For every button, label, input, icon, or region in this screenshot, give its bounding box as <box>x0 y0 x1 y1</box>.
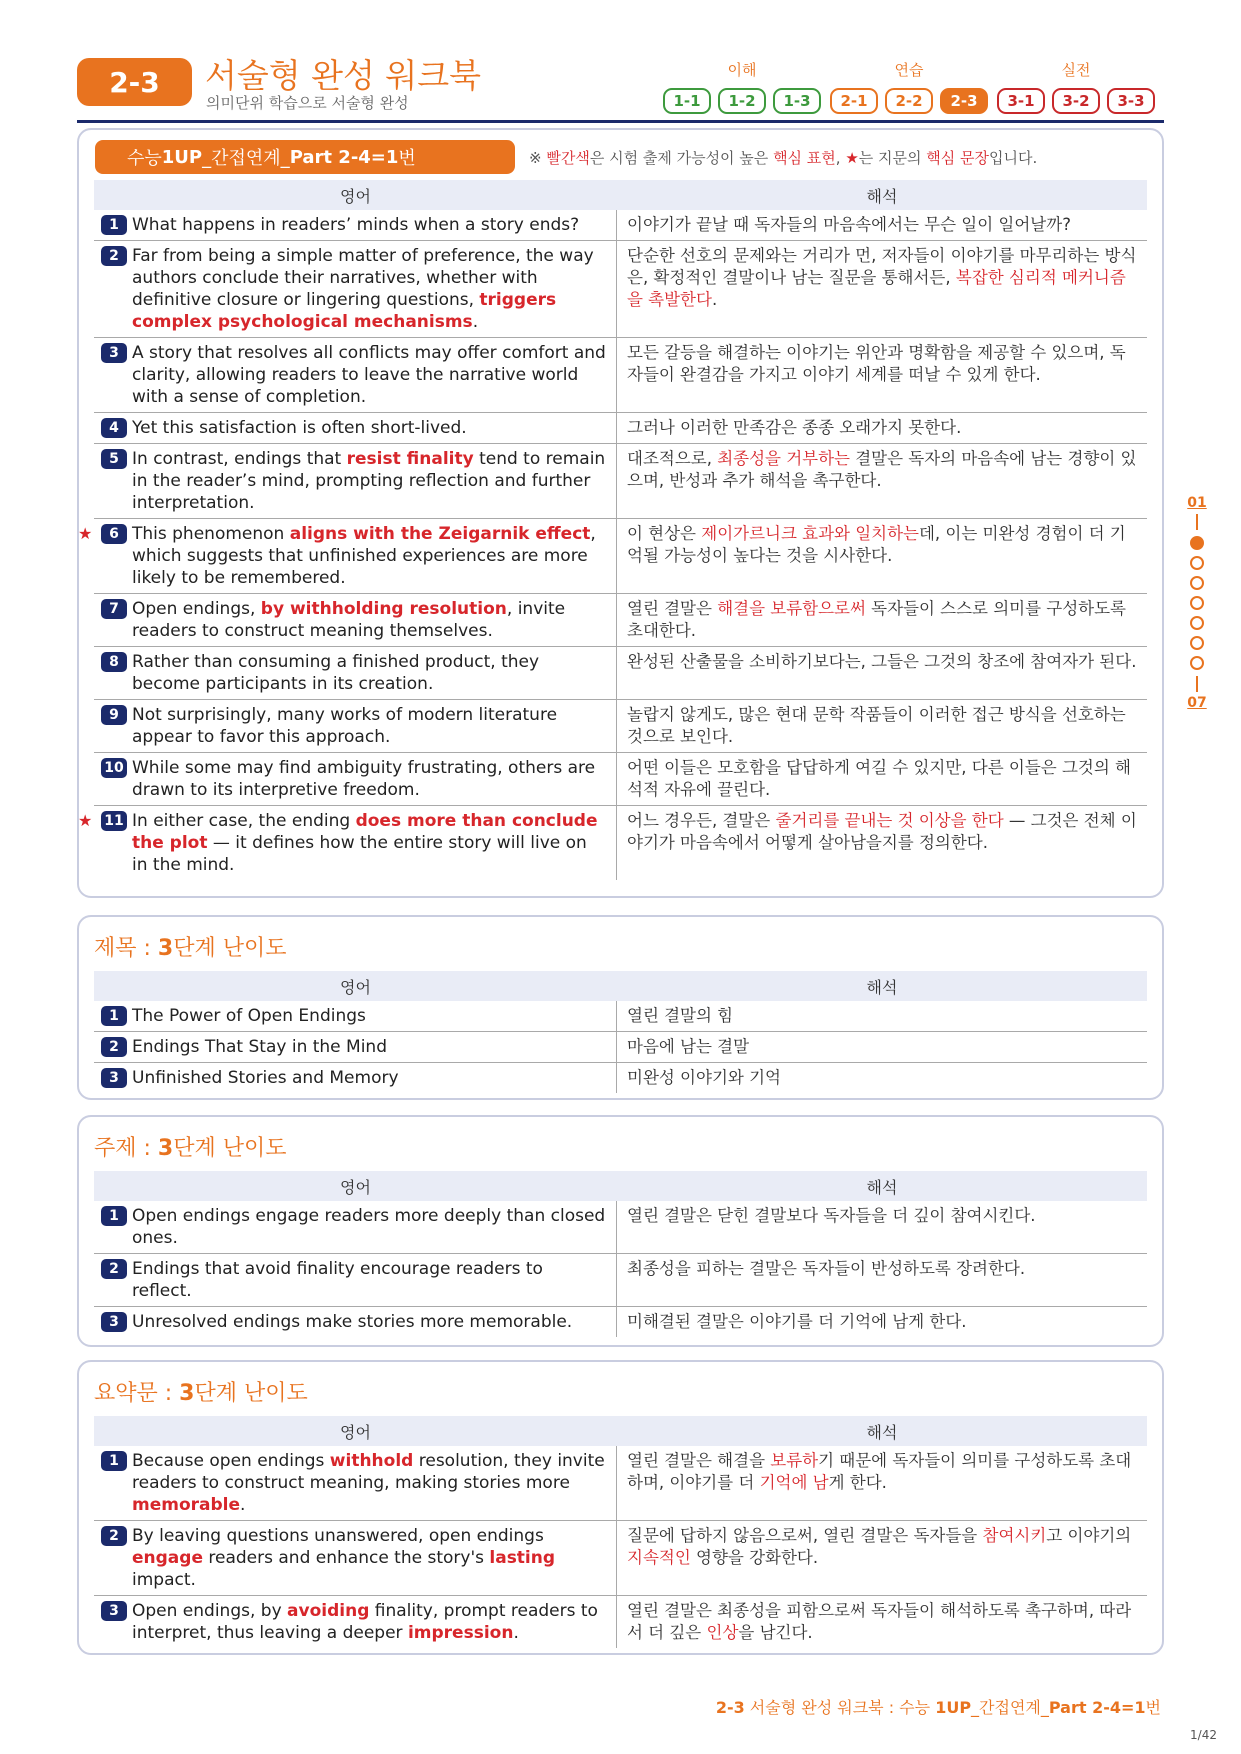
text-segment: 독자들이 스스로 의미를 구성하도록 초대한다. <box>627 599 1126 640</box>
highlight-text: 복잡한 심리적 메커니즘을 촉발한다 <box>627 268 1126 309</box>
sentence-number: 6 <box>101 524 127 544</box>
text-segment: Unresolved endings make stories more memorable. <box>132 1312 573 1332</box>
sentence-korean <box>617 753 1147 805</box>
summary-english <box>94 1521 617 1595</box>
text-segment: Open endings, <box>132 599 261 619</box>
star-icon: ★ <box>845 149 859 167</box>
sentence-english <box>78 519 617 593</box>
section-heading: 제목 : 3단계 난이도 <box>94 936 287 961</box>
text-segment: While some may find ambiguity frustrating, others are drawn to its interpretive freedom. <box>132 758 596 800</box>
side-index <box>1182 495 1212 711</box>
side-index-line <box>1196 676 1198 692</box>
text-segment: 어떤 이들은 모호함을 답답하게 여길 수 있지만, 다른 이들은 그것의 해석적 자유에 끌린다. <box>627 758 1131 799</box>
text-segment: resolution, they invite readers to construct meaning, making stories more <box>132 1451 605 1493</box>
text-segment: Rather than consuming a finished product, they become participants in its creation. <box>132 652 540 694</box>
highlight-text: 참여시키 <box>982 1526 1047 1545</box>
text-segment: 마음에 남는 결말 <box>627 1037 750 1056</box>
table-header <box>94 1171 1147 1201</box>
text-segment: In contrast, endings that <box>132 449 347 469</box>
text-segment: Unfinished Stories and Memory <box>132 1068 399 1088</box>
text-segment: tend to remain in the reader’s mind, prompting reflection and further interpretation. <box>132 449 606 513</box>
highlight-text: 기억에 남 <box>759 1473 829 1492</box>
row-number: 1 <box>101 1206 127 1226</box>
passage-table <box>78 180 1147 880</box>
section-badge: 2-3 <box>77 58 192 106</box>
row-number: 1 <box>101 1006 127 1026</box>
text-segment: . <box>472 312 479 332</box>
index-dot[interactable] <box>1190 596 1204 610</box>
highlight-text: engage <box>132 1548 203 1568</box>
stage-group-understand <box>663 59 821 114</box>
sentence-number: 1 <box>101 215 127 235</box>
index-dot[interactable] <box>1190 536 1204 550</box>
list-row <box>94 1254 1147 1307</box>
stage-button-2-2[interactable]: 2-2 <box>885 88 933 114</box>
text-segment: 놀랍지 않게도, 많은 현대 문학 작품들이 이러한 접근 방식을 선호하는 것으로 보인다. <box>627 705 1126 746</box>
sentence-row <box>94 753 1147 806</box>
text-segment: A story that resolves all conflicts may offer comfort and clarity, allowing readers to leave the narrative world with a sense of completion. <box>132 343 606 407</box>
sentence-korean <box>617 210 1147 240</box>
sentence-english <box>78 806 617 880</box>
sentence-number: 2 <box>101 246 127 266</box>
sentence-korean <box>617 241 1147 337</box>
sentence-row <box>78 806 1147 880</box>
sentence-english <box>94 241 617 337</box>
text-segment: What happens in readers’ minds when a story ends? <box>132 215 580 235</box>
table-header <box>94 1416 1147 1446</box>
sentence-row <box>78 519 1147 594</box>
page-subtitle: 의미단위 학습으로 서술형 완성 <box>206 94 409 112</box>
highlight-text: does more than conclude the plot <box>132 811 598 853</box>
row-korean <box>617 1307 1147 1337</box>
highlight-text: resist finality <box>346 449 474 469</box>
text-segment: . <box>711 290 718 309</box>
sentence-korean <box>617 519 1147 593</box>
text-segment: 열린 결말은 최종성을 피함으로써 독자들이 해석하도록 촉구하며, 따라서 더 깊은 <box>627 1601 1132 1642</box>
table-header <box>94 180 1147 210</box>
sentence-row <box>94 594 1147 647</box>
column-header-english: 영어 <box>340 1422 371 1442</box>
text-segment: This phenomenon <box>132 524 290 544</box>
row-english <box>94 1307 617 1337</box>
text-segment: 열린 결말은 해결을 <box>627 1451 771 1470</box>
stage-button-2-3[interactable]: 2-3 <box>940 88 988 114</box>
row-english <box>94 1032 617 1062</box>
text-segment: finality, prompt readers to interpret, thus leaving a deeper <box>132 1601 598 1643</box>
index-dot[interactable] <box>1190 636 1204 650</box>
text-segment: In either case, the ending <box>132 811 356 831</box>
text-segment: The Power of Open Endings <box>132 1006 366 1026</box>
text-segment: impact. <box>132 1570 196 1590</box>
text-segment: 열린 결말은 닫힌 결말보다 독자들을 더 깊이 참여시킨다. <box>627 1206 1036 1225</box>
column-header-korean: 해석 <box>866 1177 898 1197</box>
text-segment: 이 현상은 <box>627 524 702 543</box>
sentence-english <box>94 647 617 699</box>
main-passage-panel <box>77 128 1164 898</box>
sentence-row <box>94 444 1147 519</box>
sentence-row <box>94 413 1147 444</box>
row-english <box>94 1254 617 1306</box>
list-row <box>94 1201 1147 1254</box>
highlight-text: 해결을 보류함으로써 <box>717 599 866 618</box>
text-segment: 어느 경우든, 결말은 <box>627 811 776 830</box>
summary-table <box>94 1416 1147 1648</box>
text-segment: 미해결된 결말은 이야기를 더 기억에 남게 한다. <box>627 1312 967 1331</box>
index-dot[interactable] <box>1190 556 1204 570</box>
text-segment: . <box>513 1623 519 1643</box>
index-dot[interactable] <box>1190 616 1204 630</box>
sentence-english <box>94 700 617 752</box>
sentence-number: 5 <box>101 449 127 469</box>
index-dot[interactable] <box>1190 576 1204 590</box>
text-segment: — it defines how the entire story will live on in the mind. <box>132 833 587 875</box>
sentence-korean <box>617 338 1147 412</box>
text-segment: Far from being a simple matter of preference, the way authors conclude their narratives, whether with definitive closure or lingering questions, <box>132 246 594 310</box>
stage-group-real <box>997 59 1155 114</box>
text-segment: 열린 결말은 <box>627 599 718 618</box>
highlight-text: 보류하 <box>770 1451 819 1470</box>
stage-button-1-3[interactable]: 1-3 <box>773 88 821 114</box>
text-segment: 모든 갈등을 해결하는 이야기는 위안과 명확함을 제공할 수 있으며, 독자들이 완결감을 가지고 이야기 세계를 떠날 수 있게 한다. <box>627 343 1126 384</box>
sentence-english <box>94 594 617 646</box>
highlight-text: triggers complex psychological mechanisms <box>132 290 557 332</box>
sentence-english <box>94 444 617 518</box>
highlight-text: impression <box>407 1623 514 1643</box>
row-korean <box>617 1001 1147 1031</box>
list-row <box>94 1063 1147 1093</box>
star-icon: ★ <box>78 524 93 543</box>
sentence-number: 9 <box>101 705 127 725</box>
highlight-text: 줄거리를 끝내는 것 이상을 한다 <box>775 811 1004 830</box>
column-header-english: 영어 <box>340 1177 371 1197</box>
row-english <box>94 1063 617 1093</box>
text-segment: 이야기가 끝날 때 독자들의 마음속에서는 무슨 일이 일어날까? <box>627 215 1071 234</box>
text-segment: 완성된 산출물을 소비하기보다는, 그들은 그것의 창조에 참여자가 된다. <box>627 652 1137 671</box>
sentence-row <box>94 241 1147 338</box>
text-segment: 단순한 선호의 문제와는 거리가 먼, 저자들이 이야기를 마무리하는 방식은, 확정적인 결말이나 남는 질문을 통해서든, <box>627 246 1137 287</box>
stage-button-1-1[interactable]: 1-1 <box>663 88 711 114</box>
theme-table <box>94 1171 1147 1337</box>
column-header-korean: 해석 <box>866 186 898 206</box>
sentence-korean <box>617 700 1147 752</box>
row-number: 1 <box>101 1451 127 1471</box>
stage-group-practice <box>830 59 988 114</box>
summary-korean <box>617 1596 1147 1648</box>
text-segment: 미완성 이야기와 기억 <box>627 1068 781 1087</box>
sentence-english <box>94 210 617 240</box>
text-segment: 게 한다. <box>828 1473 887 1492</box>
sentence-number: 10 <box>101 758 127 778</box>
column-header-korean: 해석 <box>866 1422 898 1442</box>
side-index-bottom: 07 <box>1187 695 1207 711</box>
sentence-korean <box>617 806 1147 880</box>
sentence-korean <box>617 444 1147 518</box>
row-number: 2 <box>101 1259 127 1279</box>
sentence-korean <box>617 647 1147 699</box>
highlight-text: avoiding <box>287 1601 370 1621</box>
highlight-text: by withholding resolution <box>260 599 507 619</box>
text-segment: 결말은 독자의 마음속에 남는 경향이 있으며, 반성과 추가 해석을 촉구한다. <box>627 449 1137 490</box>
side-index-line <box>1196 514 1198 530</box>
sentence-english <box>94 413 617 443</box>
page-title: 서술형 완성 워크북 <box>205 56 482 95</box>
page-number: 1/42 <box>1190 1728 1217 1742</box>
sentence-korean <box>617 413 1147 443</box>
stage-button-1-2[interactable]: 1-2 <box>718 88 766 114</box>
text-segment: Yet this satisfaction is often short-lived. <box>132 418 467 438</box>
legend-note: ※ 빨간색은 시험 출제 가능성이 높은 핵심 표현, ★는 지문의 핵심 문장입니다. <box>529 149 1038 167</box>
stage-button-3-1[interactable]: 3-1 <box>997 88 1045 114</box>
text-segment: 그러나 이러한 만족감은 종종 오래가지 못한다. <box>627 418 962 437</box>
sentence-number: 4 <box>101 418 127 438</box>
text-segment: Not surprisingly, many works of modern literature appear to favor this approach. <box>132 705 558 747</box>
title-panel <box>77 915 1164 1100</box>
sentence-row <box>94 210 1147 241</box>
sentence-number: 7 <box>101 599 127 619</box>
text-segment: 을 남긴다. <box>738 1623 813 1642</box>
sentence-number: 8 <box>101 652 127 672</box>
highlight-text: 최종성을 거부하는 <box>717 449 850 468</box>
summary-row <box>94 1596 1147 1648</box>
text-segment: . <box>240 1495 246 1515</box>
row-number: 3 <box>101 1601 127 1621</box>
stage-name: 연습 <box>894 61 924 79</box>
summary-english <box>94 1446 617 1520</box>
side-index-top: 01 <box>1187 495 1207 511</box>
sentence-english <box>94 753 617 805</box>
stage-button-2-1[interactable]: 2-1 <box>830 88 878 114</box>
summary-korean <box>617 1446 1147 1520</box>
row-korean <box>617 1254 1147 1306</box>
sentence-korean <box>617 594 1147 646</box>
text-segment: Because open endings <box>132 1451 330 1471</box>
stage-name: 실전 <box>1061 61 1091 79</box>
column-header-english: 영어 <box>340 186 371 206</box>
list-row <box>94 1001 1147 1032</box>
row-korean <box>617 1032 1147 1062</box>
highlight-text: withhold <box>329 1451 414 1471</box>
list-row <box>94 1307 1147 1337</box>
highlight-text: 지속적인 <box>627 1548 691 1567</box>
stage-name: 이해 <box>727 61 757 79</box>
highlight-text: lasting <box>489 1548 556 1568</box>
title-table <box>94 971 1147 1093</box>
row-korean <box>617 1201 1147 1253</box>
summary-row <box>94 1446 1147 1521</box>
sentence-english <box>94 338 617 412</box>
sentence-number: 11 <box>101 811 127 831</box>
text-segment: 대조적으로, <box>627 449 718 468</box>
footer: 2-3 서술형 완성 워크북 : 수능 1UP_간접연계_Part 2-4=1번 <box>715 1698 1161 1717</box>
text-segment: 데, 이는 미완성 경험이 더 기억될 가능성이 높다는 것을 시사한다. <box>627 524 1126 565</box>
text-segment: 열린 결말의 힘 <box>627 1006 734 1025</box>
text-segment: Open endings engage readers more deeply than closed ones. <box>132 1206 606 1248</box>
summary-panel <box>77 1360 1164 1655</box>
highlight-text: 인상 <box>706 1623 739 1642</box>
list-row <box>94 1032 1147 1063</box>
row-number: 2 <box>101 1526 127 1546</box>
text-segment: Open endings, by <box>132 1601 288 1621</box>
sentence-row <box>94 338 1147 413</box>
text-segment: 최종성을 피하는 결말은 독자들이 반성하도록 장려한다. <box>627 1259 1026 1278</box>
text-segment: , invite readers to construct meaning themselves. <box>132 599 566 641</box>
summary-english <box>94 1596 617 1648</box>
text-segment: Endings That Stay in the Mind <box>132 1037 387 1057</box>
header-rule <box>77 120 1164 123</box>
summary-korean <box>617 1521 1147 1595</box>
text-segment: readers and enhance the story's <box>202 1548 490 1568</box>
row-korean <box>617 1063 1147 1093</box>
text-segment: , which suggests that unfinished experiences are more likely to be remembered. <box>132 524 596 588</box>
section-heading: 주제 : 3단계 난이도 <box>94 1136 287 1161</box>
highlight-text: aligns with the Zeigarnik effect <box>289 524 591 544</box>
text-segment: 기 때문에 독자들이 의미를 구성하도록 초대하며, 이야기를 더 <box>627 1451 1132 1492</box>
row-number: 2 <box>101 1037 127 1057</box>
theme-panel <box>77 1115 1164 1347</box>
part-tag: 수능 1UP _간접연계_ Part 2-4=1 번 <box>95 140 515 174</box>
column-header-korean: 해석 <box>866 977 898 997</box>
highlight-text: 제이가르니크 효과와 일치하는 <box>701 524 919 543</box>
summary-row <box>94 1521 1147 1596</box>
sentence-row <box>94 647 1147 700</box>
table-header <box>94 971 1147 1001</box>
sentence-row <box>94 700 1147 753</box>
row-english <box>94 1001 617 1031</box>
section-heading: 요약문 : 3단계 난이도 <box>94 1381 308 1406</box>
stage-button-3-2[interactable]: 3-2 <box>1052 88 1100 114</box>
index-dot[interactable] <box>1190 656 1204 670</box>
row-english <box>94 1201 617 1253</box>
highlight-text: memorable <box>132 1495 241 1515</box>
stage-button-3-3[interactable]: 3-3 <box>1107 88 1155 114</box>
column-header-english: 영어 <box>340 977 371 997</box>
sentence-number: 3 <box>101 343 127 363</box>
text-segment: Endings that avoid finality encourage readers to reflect. <box>132 1259 543 1301</box>
text-segment: 영향을 강화한다. <box>690 1548 819 1567</box>
star-icon: ★ <box>78 811 93 830</box>
row-number: 3 <box>101 1068 127 1088</box>
row-number: 3 <box>101 1312 127 1332</box>
text-segment: 질문에 답하지 않음으로써, 열린 결말은 독자들을 <box>627 1526 983 1545</box>
text-segment: By leaving questions unanswered, open endings <box>132 1526 544 1546</box>
text-segment: 고 이야기의 <box>1046 1526 1132 1545</box>
text-segment: — 그것은 전체 이야기가 마음속에서 어떻게 살아남을지를 정의한다. <box>627 811 1137 852</box>
